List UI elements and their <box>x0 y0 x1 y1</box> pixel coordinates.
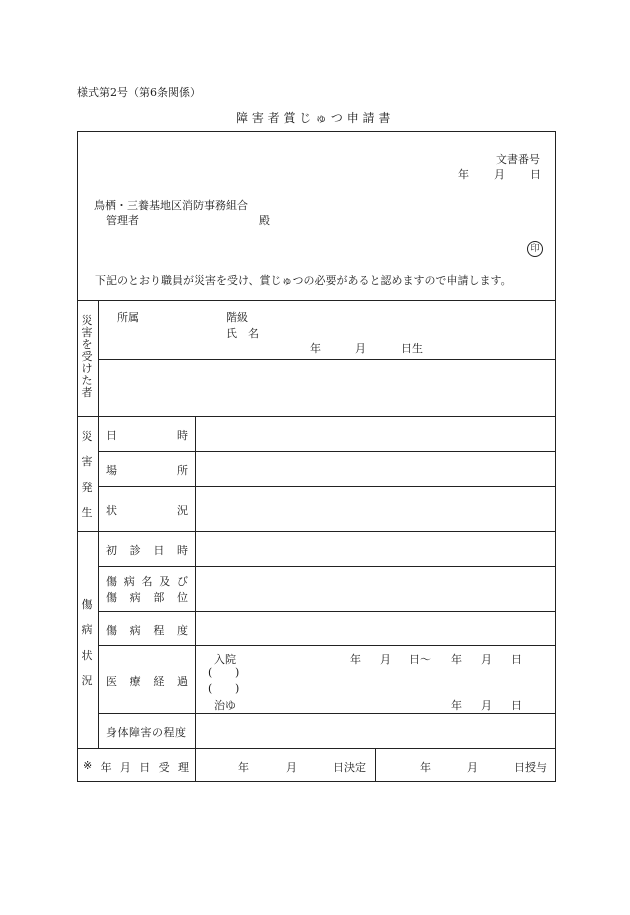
admission-from-month: 月 <box>380 653 391 666</box>
date-month: 月 <box>494 168 505 181</box>
line-incident-2 <box>98 486 556 487</box>
paren-2-open: ( <box>208 682 213 695</box>
affiliation-label: 所属 <box>117 311 139 324</box>
admission-to-year: 年 <box>451 653 462 666</box>
incident-side-label: 災 害 発 生 <box>81 430 93 519</box>
line-injury-2 <box>98 611 556 612</box>
line-incident-1 <box>98 451 556 452</box>
victim-side-label: 災害を受けた者 <box>81 314 93 399</box>
line-side-column <box>98 300 99 748</box>
grant-day: 日授与 <box>514 761 547 774</box>
injury-name-label-line2: 傷 病 部 位 <box>106 591 188 604</box>
line-incident-bottom <box>77 531 556 532</box>
decision-day: 日決定 <box>333 761 366 774</box>
name-label: 氏 名 <box>226 327 259 340</box>
injury-side-label: 傷 病 状 況 <box>81 598 93 687</box>
grant-year: 年 <box>420 761 431 774</box>
date-year: 年 <box>458 168 469 181</box>
incident-row-datetime: 日 時 <box>106 429 188 442</box>
disability-label: 身体障害の程度 <box>106 726 187 739</box>
line-injury-4 <box>98 713 556 714</box>
line-label-column-incident <box>195 416 196 531</box>
form-title: 障 害 者 賞 じ ゅ つ 申 請 書 <box>236 111 391 125</box>
date-day: 日 <box>530 168 541 181</box>
birth-year: 年 <box>310 342 321 355</box>
line-injury-3 <box>98 645 556 646</box>
receipt-label: ※ 年 月 日 受 理 <box>83 759 189 774</box>
decision-year: 年 <box>238 761 249 774</box>
paren-1-open: ( <box>208 666 213 679</box>
recovery-year: 年 <box>451 699 462 712</box>
line-injury-1 <box>98 566 556 567</box>
first-exam-label: 初 診 日 時 <box>106 544 188 557</box>
doc-number-label: 文書番号 <box>496 153 540 166</box>
paren-2-close: ) <box>235 682 240 695</box>
admission-to-day: 日 <box>511 653 522 666</box>
line-victim-bottom <box>77 416 556 417</box>
severity-label: 傷 病 程 度 <box>106 624 188 637</box>
paren-1-close: ) <box>235 666 240 679</box>
recovery-day: 日 <box>511 699 522 712</box>
application-statement: 下記のとおり職員が災害を受け、賞じゅつの必要があると認めますので申請します。 <box>95 274 512 287</box>
treatment-label: 医 療 経 過 <box>106 675 188 688</box>
injury-name-label-line1: 傷 病 名 及 び <box>106 575 188 588</box>
line-victim-mid <box>98 359 556 360</box>
admission-to-month: 月 <box>481 653 492 666</box>
grant-month: 月 <box>467 761 478 774</box>
line-injury-bottom <box>77 748 556 749</box>
honorific: 殿 <box>259 214 270 227</box>
line-label-column-injury <box>195 531 196 782</box>
recovery-month: 月 <box>481 699 492 712</box>
incident-row-situation: 状 況 <box>106 504 188 517</box>
birth-day: 日生 <box>401 342 423 355</box>
admission-label: 入院 <box>214 653 236 666</box>
form-reference: 様式第2号（第6条関係） <box>77 86 201 99</box>
line-header-bottom <box>77 300 556 301</box>
seal-icon: 印 <box>527 241 543 257</box>
decision-month: 月 <box>286 761 297 774</box>
line-receipt-divider <box>375 748 376 782</box>
incident-row-place: 場 所 <box>106 464 188 477</box>
rank-label: 階級 <box>226 311 248 324</box>
admission-from-year: 年 <box>350 653 361 666</box>
birth-month: 月 <box>355 342 366 355</box>
manager-label: 管理者 <box>106 214 139 227</box>
recovery-label: 治ゆ <box>214 699 236 712</box>
admission-from-day: 日〜 <box>409 653 431 666</box>
org-name: 鳥栖・三養基地区消防事務組合 <box>94 199 248 212</box>
